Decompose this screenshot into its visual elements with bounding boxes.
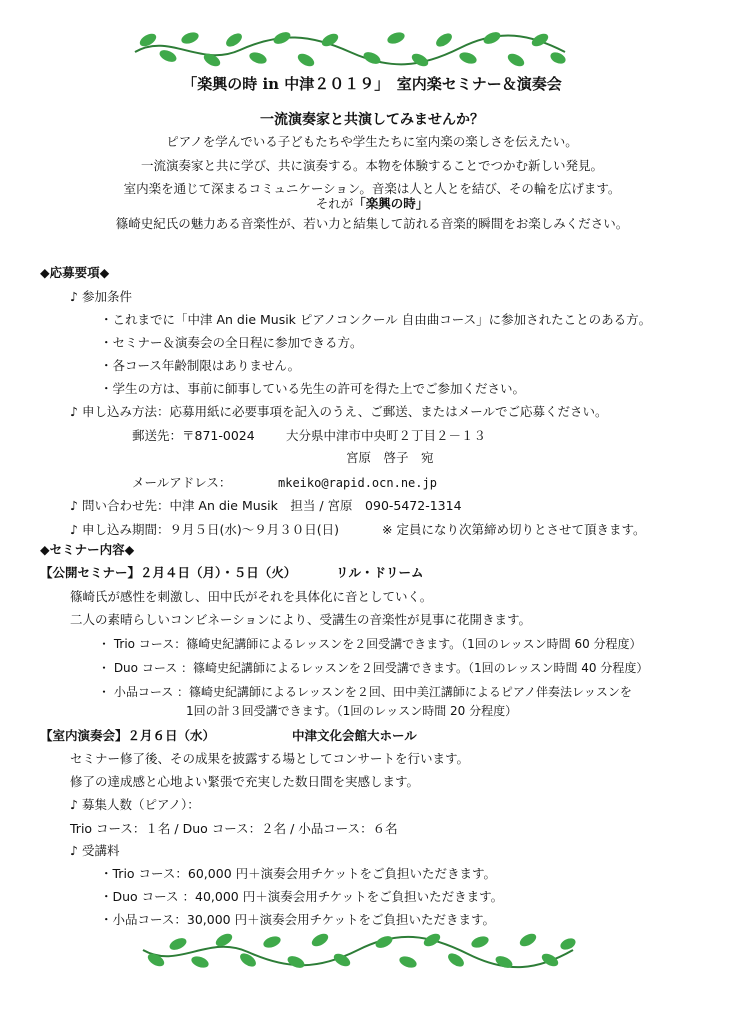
concert-desc: セミナー修了後、その成果を披露する場としてコンサートを行います。 — [70, 751, 470, 766]
vine-decoration-icon — [130, 26, 570, 72]
public-seminar-desc: 二人の素晴らしいコンビネーションにより、受講生の音楽性が見事に花開きます。 — [70, 612, 532, 627]
tagline-prefix: それが — [315, 196, 354, 211]
tagline-bold: 「楽興の時」 — [353, 196, 429, 211]
condition-item: ・これまでに「中津 An die Musik ピアノコンクール 自由曲コース」に参加されたことのある方。 — [100, 312, 652, 327]
vine-decoration-icon — [138, 928, 578, 974]
fee-item: ・Duo コース ：40,000 円＋演奏会用チケットをご負担いただきます。 — [100, 889, 504, 904]
application-period: ♪ 申し込み期間：９月５日(水)～９月３０日(日) — [70, 522, 339, 537]
concert-label: 【室内演奏会】２月６日（水） — [40, 728, 216, 743]
tagline — [0, 196, 744, 212]
course-item: ・ Duo コース ：篠崎史紀講師によるレッスンを２回受講できます。（1回のレッスン時間 40 分程度） — [98, 661, 649, 675]
intro-line: 篠崎史紀氏の魅力ある音楽性が、若い力と結集して訪れる音楽的瞬間をお楽しみください。 — [115, 216, 629, 231]
subtitle: 一流演奏家と共演してみませんか？ — [260, 112, 484, 128]
course-item: ・ Trio コース：篠崎史紀講師によるレッスンを２回受講できます。（1回のレッスン時間 60 分程度） — [98, 637, 642, 651]
recipient: 宮原 啓子 宛 — [346, 450, 434, 465]
seminar-heading: ◆セミナー内容◆ — [40, 542, 135, 557]
application-heading: ◆応募要項◆ — [40, 265, 110, 280]
concert-desc: 修了の達成感と心地よい緊張で充実した数日間を実感します。 — [70, 774, 420, 789]
course-item: ・ 小品コース ：篠崎史紀講師によるレッスンを２回、田中美江講師によるピアノ伴奏法レッスンを — [98, 685, 632, 699]
public-seminar-venue: リル・ドリーム — [336, 565, 424, 580]
application-method: ♪ 申し込み方法：応募用紙に必要事項を記入のうえ、ご郵送、またはメールでご応募ください。 — [70, 404, 608, 419]
fee-item: ・Trio コース：60,000 円＋演奏会用チケットをご負担いただきます。 — [100, 866, 496, 881]
fee-label: ♪ 受講料 — [70, 843, 120, 858]
condition-item: ・各コース年齢制限はありません。 — [100, 358, 301, 373]
contact-info: ♪ 問い合わせ先：中津 An die Musik 担当 / 宮原 090-5472-1314 — [70, 498, 462, 513]
public-seminar-label: 【公開セミナー】２月４日（月）・５日（火） — [40, 565, 297, 580]
email-label: メールアドレス： — [132, 475, 232, 490]
condition-item: ・学生の方は、事前に師事している先生の許可を得た上でご参加ください。 — [100, 381, 526, 396]
page-title: 「楽興の時 in 中津２０１９」 室内楽セミナー＆演奏会 — [182, 75, 562, 93]
conditions-label: ♪ 参加条件 — [70, 289, 132, 304]
condition-item: ・セミナー＆演奏会の全日程に参加できる方。 — [100, 335, 363, 350]
concert-venue: 中津文化会館大ホール — [292, 728, 417, 743]
recruit-label: ♪ 募集人数（ピアノ）： — [70, 797, 200, 812]
address-label: 郵送先：〒871-0024 — [132, 428, 255, 443]
intro-line: 室内楽を通じて深まるコミュニケーション。音楽は人と人とを結び、その輪を広げます。 — [123, 181, 621, 196]
recruit-counts: Trio コース：１名 / Duo コース：２名 / 小品コース：６名 — [70, 821, 398, 836]
course-item-cont: 1回の計３回受講できます。（1回のレッスン時間 20 分程度） — [186, 704, 518, 718]
intro-line: ピアノを学んでいる子どもたちや学生たちに室内楽の楽しさを伝えたい。 — [166, 134, 578, 149]
intro-line: 一流演奏家と共に学び、共に演奏する。本物を体験することでつかむ新しい発見。 — [140, 158, 603, 173]
fee-item: ・小品コース：30,000 円＋演奏会用チケットをご負担いただきます。 — [100, 912, 495, 927]
public-seminar-desc: 篠崎氏が感性を刺激し、田中氏がそれを具体化に音としていく。 — [70, 589, 433, 604]
address: 大分県中津市中央町２丁目２－１３ — [286, 428, 487, 443]
period-note: ※ 定員になり次第締め切りとさせて頂きます。 — [382, 522, 646, 537]
email-address[interactable]: mkeiko@rapid.ocn.ne.jp — [278, 476, 437, 490]
